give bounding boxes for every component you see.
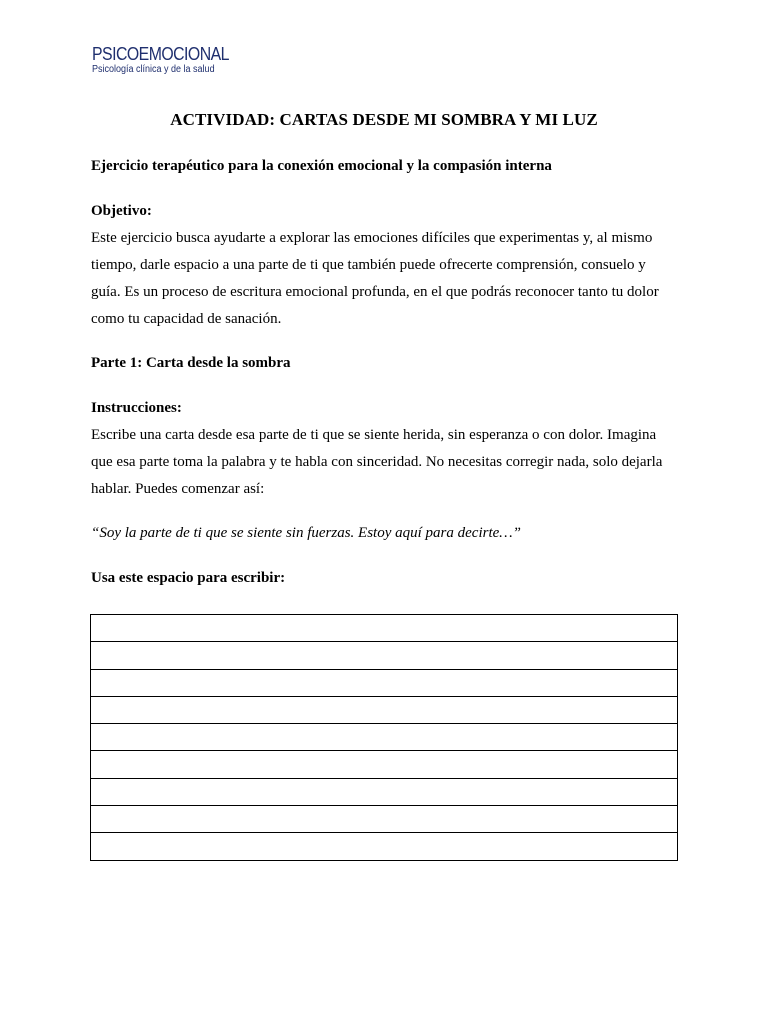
writing-line-cell[interactable] [91, 669, 678, 696]
document-subtitle: Ejercicio terapéutico para la conexión emocional y la compasión interna [91, 158, 552, 174]
writing-area-table [90, 614, 678, 861]
writing-line-row [91, 724, 678, 751]
objective-line: como tu capacidad de sanación. [91, 311, 282, 327]
writing-line-row [91, 642, 678, 669]
writing-line-cell[interactable] [91, 751, 678, 778]
writing-line-cell[interactable] [91, 724, 678, 751]
document-title: ACTIVIDAD: CARTAS DESDE MI SOMBRA Y MI LUZ [170, 110, 598, 129]
writing-line-cell[interactable] [91, 778, 678, 805]
writing-line-cell[interactable] [91, 642, 678, 669]
writing-line-row [91, 751, 678, 778]
objective-paragraph [91, 225, 681, 333]
writing-line-row [91, 778, 678, 805]
writing-line-cell[interactable] [91, 833, 678, 860]
example-quote: “Soy la parte de ti que se siente sin fuerzas. Estoy aquí para decirte…” [91, 525, 521, 541]
writing-line-row [91, 806, 678, 833]
writing-line-cell[interactable] [91, 615, 678, 642]
instructions-paragraph [91, 422, 681, 503]
writing-prompt: Usa este espacio para escribir: [91, 570, 286, 586]
objective-heading: Objetivo: [91, 203, 152, 219]
writing-line-row [91, 615, 678, 642]
writing-line-row [91, 833, 678, 860]
logo-name: PSICOEMOCIONAL [92, 44, 229, 64]
writing-line-row [91, 696, 678, 723]
instructions-line: hablar. Puedes comenzar así: [91, 481, 265, 497]
writing-line-row [91, 669, 678, 696]
part1-heading: Parte 1: Carta desde la sombra [91, 355, 291, 371]
objective-line: Este ejercicio busca ayudarte a explorar las emociones difíciles que experimentas y, al mismo [91, 230, 653, 246]
writing-line-cell[interactable] [91, 696, 678, 723]
objective-line: guía. Es un proceso de escritura emocional profunda, en el que podrás reconocer tanto tu dolor [91, 284, 659, 300]
instructions-line: que esa parte toma la palabra y te habla con sinceridad. No necesitas corregir nada, solo dejarla [91, 454, 663, 470]
logo-tagline: Psicología clínica y de la salud [92, 64, 215, 75]
objective-line: tiempo, darle espacio a una parte de ti que también puede ofrecerte comprensión, consuelo y [91, 257, 646, 273]
instructions-heading: Instrucciones: [91, 400, 182, 416]
logo [92, 44, 232, 76]
instructions-line: Escribe una carta desde esa parte de ti que se siente herida, sin esperanza o con dolor. Imagina [91, 427, 657, 443]
writing-line-cell[interactable] [91, 806, 678, 833]
